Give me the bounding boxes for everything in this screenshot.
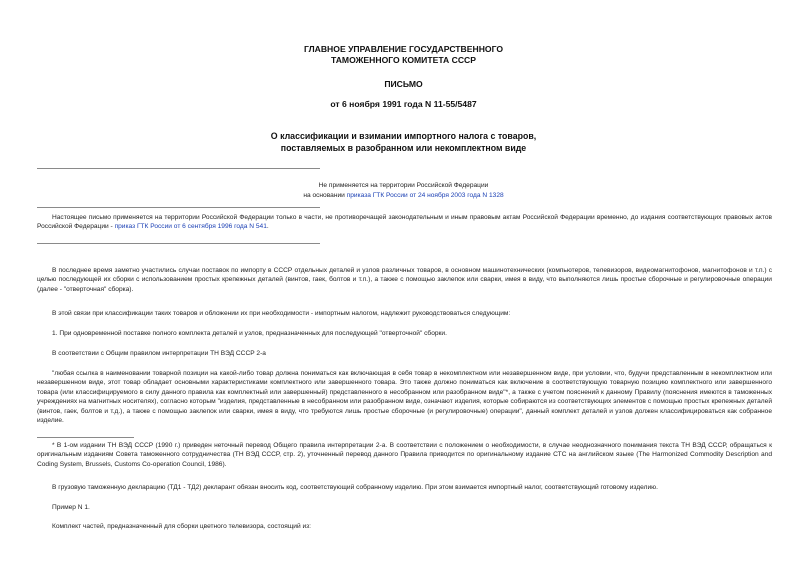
body-paragraph-2: В этой связи при классификации таких товаров и обложении их при необходимости - импортным налогом, надлежит руководствоваться следующим: bbox=[52, 310, 511, 317]
law-note-end: . bbox=[266, 223, 269, 231]
body-paragraph-4: В соответствии с Общим правилом интерпретации ТН ВЭД СССР 2-а bbox=[52, 350, 266, 357]
law-note-order-link[interactable]: приказ ГТК России от 6 сентября 1996 года N 541 bbox=[114, 223, 267, 231]
document-type: ПИСЬМО bbox=[384, 79, 423, 89]
notice-order-link[interactable]: приказа ГТК России от 24 ноября 2003 года N 1328 bbox=[346, 192, 504, 199]
body-paragraph-1: В последнее время заметно участились случаи поставок по импорту в СССР отдельных деталей и узлов различных товаров, в основном машинотехнических (компьютеров, телевизоров, видеомагнитофонов, магнитофонов и т.п.) с целью последующей их сборки с использованием простых крепежных деталей (винтов, гаек, болтов и т.п.), а также с помощью заклепок или сварки, имея в виду, что выполняются лишь простые сборочные и регулировочные операции (далее - "отверточная" сборка). bbox=[37, 267, 772, 293]
body-paragraph-5: "любая ссылка в наименовании товарной позиции на какой-либо товар должна пониматься как включающая в себя товар в некомплектном или незавершенном виде, при условии, что, будучи представленным в некомплектном или незавершенном виде, этот товар обладает основными характеристиками комплектного или завершенного товара. Это также должно пониматься как включение в соответствующую товарную позицию комплектного или завершенного товара (или классифицируемого в силу данного правила как комплектный или завершенный) представленного в несобранном или разобранном виде"*, а также с учетом пояснений к данному Правилу (пояснения имеются в таможенных учреждениях на магнитных носителях), согласно которым "изделия, представленные в несобранном или разобранном виде, означают изделия, которые собираются из соответствующих элементов с помощью простых крепежных деталей (винтов, гаек, болтов и т.д.), а также с помощью заклепок или сварки, имея в виду, что требуются лишь простые сборочные (и регулировочные) операции", данный комплект деталей и узлов должен классифицироваться как собранное изделие. bbox=[37, 370, 772, 425]
divider bbox=[37, 243, 320, 244]
body-paragraph-6: В грузовую таможенную декларацию (ТД1 - ТД2) декларант обязан вносить код, соответствующий собранному изделию. При этом взимается импортный налог, соответствующий готовому изделию. bbox=[52, 484, 658, 491]
notice-line-1: Не применяется на территории Российской Федерации bbox=[318, 182, 489, 189]
footnote-divider bbox=[37, 437, 134, 438]
issuer-line-2: ТАМОЖЕННОГО КОМИТЕТА СССР bbox=[331, 55, 476, 65]
divider bbox=[37, 168, 320, 169]
notice-prefix: на основании bbox=[303, 192, 347, 199]
footnote: * В 1-ом издании ТН ВЭД СССР (1990 г.) приведен неточный перевод Общего правила интерпретации 2-а. В соответствии с положением о необходимости, в случае неоднозначного понимания текста ТН ВЭД СССР, обращаться к оригинальным изданиям Совета таможенного сотрудничества (ТН ВЭД СССР, стр. 2), уточненный перевод данного Правила приводится по оригинальному издание СТС на английском языке (The Harmonized Commodity Description and Coding System, Brussels, Customs Co-operation Council, 1986). bbox=[37, 442, 772, 468]
issuer-line-1: ГЛАВНОЕ УПРАВЛЕНИЕ ГОСУДАРСТВЕННОГО bbox=[303, 44, 504, 54]
document-title-line-2: поставляемых в разобранном или некомплектном виде bbox=[280, 143, 527, 153]
example-heading: Пример N 1. bbox=[52, 504, 90, 511]
body-paragraph-3: 1. При одновременной поставке полного комплекта деталей и узлов, предназначенных для последующей "отверточной" сборки. bbox=[52, 330, 447, 337]
document-title-line-1: О классификации и взимании импортного налога с товаров, bbox=[270, 131, 537, 141]
law-note-text: Настоящее письмо применяется на территории Российской Федерации только в части, не противоречащей законодательным и иным правовым актам Российской Федерации временно, до издания соответствующих правовых актов Российской Федерации - bbox=[37, 214, 772, 231]
divider bbox=[37, 207, 320, 208]
document-date-number: от 6 ноября 1991 года N 11-55/5487 bbox=[330, 99, 477, 109]
notice-line-2 bbox=[0, 191, 807, 200]
body-paragraph-8: Комплект частей, предназначенный для сборки цветного телевизора, состоящий из: bbox=[52, 523, 311, 530]
law-applicability-note bbox=[37, 213, 772, 232]
